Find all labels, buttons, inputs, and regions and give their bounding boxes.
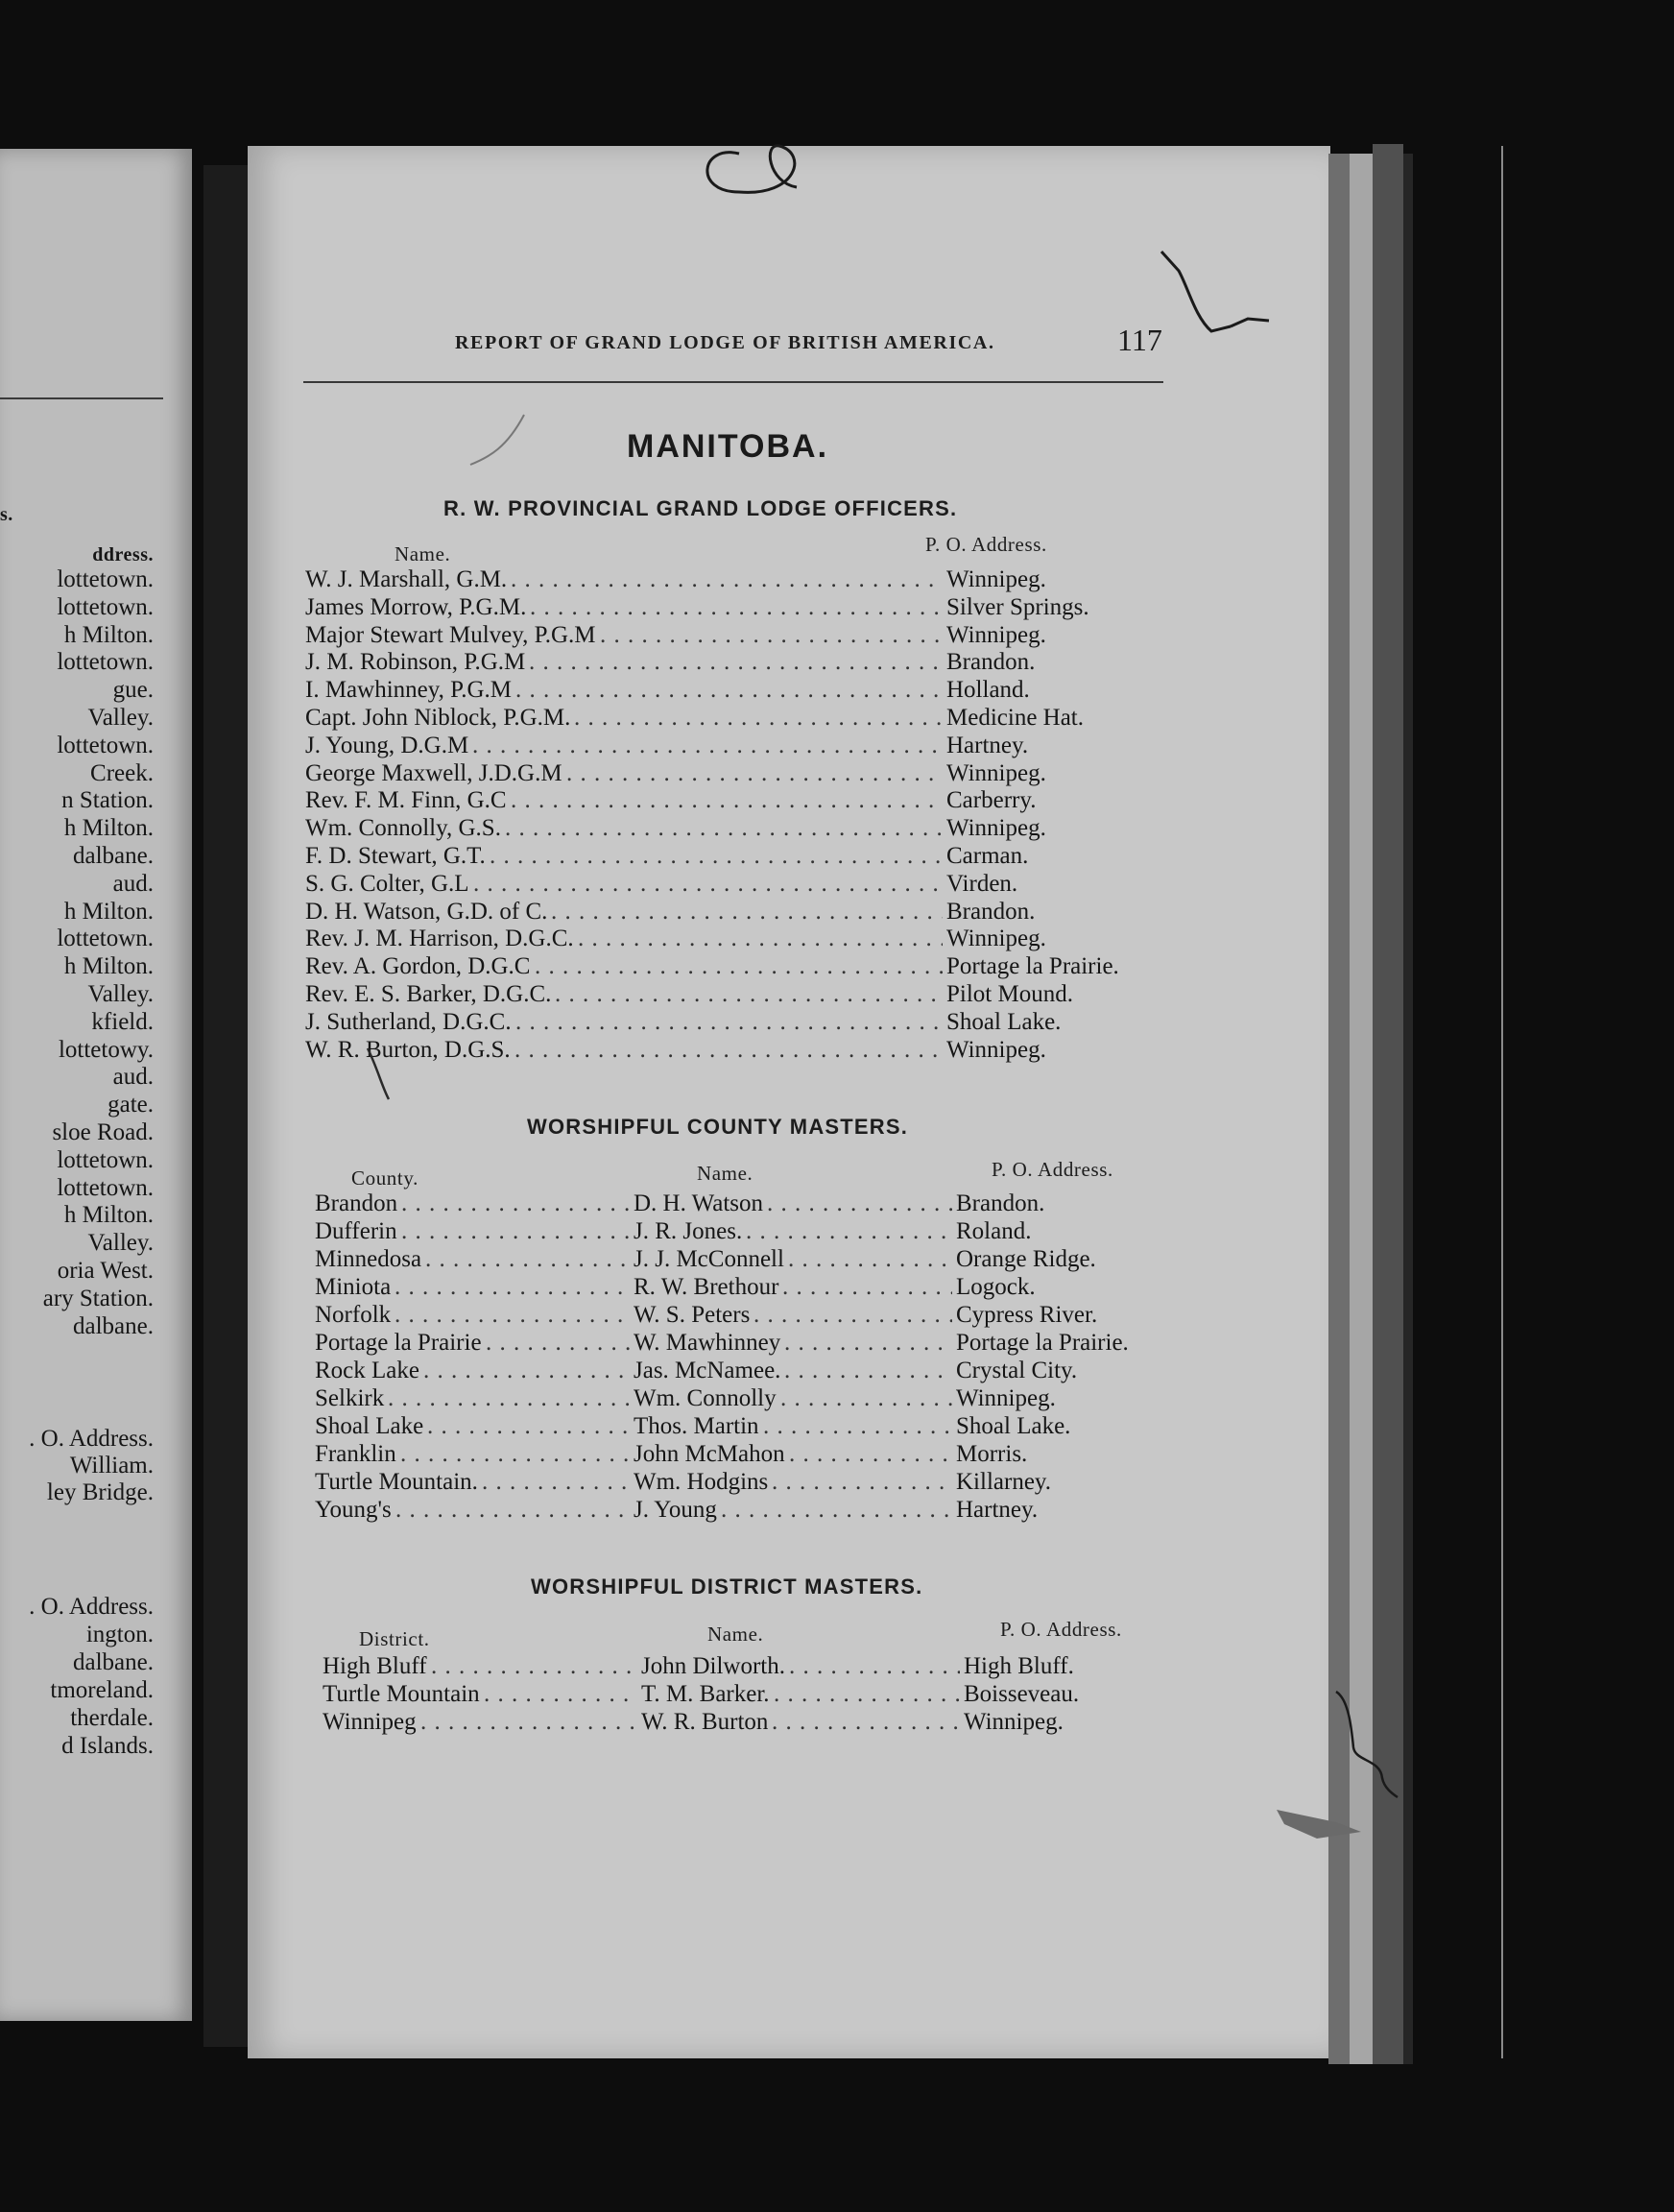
county-address: Orange Ridge. bbox=[956, 1246, 1096, 1272]
left-page-line: Creek. bbox=[90, 759, 154, 786]
left-page-line: dalbane. bbox=[73, 1312, 154, 1339]
officer-address: Shoal Lake. bbox=[946, 1008, 1062, 1035]
county-address: Hartney. bbox=[956, 1497, 1039, 1523]
county-address: Logock. bbox=[956, 1274, 1036, 1300]
county-master-name: Thos. Martin bbox=[634, 1413, 759, 1439]
officer-name: J. M. Robinson, P.G.M bbox=[305, 649, 526, 676]
left-page-line: lottetown. bbox=[57, 593, 154, 620]
county-address: Morris. bbox=[956, 1441, 1028, 1467]
left-page-line: d Islands. bbox=[61, 1733, 154, 1759]
officer-name: W. R. Burton, D.G.S. bbox=[305, 1036, 511, 1063]
county-address: Roland. bbox=[956, 1218, 1032, 1244]
officer-address: Silver Springs. bbox=[946, 593, 1089, 620]
officer-address: Winnipeg. bbox=[946, 566, 1046, 592]
officer-name: Wm. Connolly, G.S. bbox=[305, 815, 501, 842]
officer-name: F. D. Stewart, G.T. bbox=[305, 843, 486, 869]
left-page-line: gate. bbox=[108, 1092, 154, 1118]
officer-address: Hartney. bbox=[946, 732, 1029, 758]
district-address: High Bluff. bbox=[964, 1653, 1074, 1679]
county-master-name: W. S. Peters bbox=[634, 1302, 751, 1328]
ink-loop-mark bbox=[707, 146, 797, 193]
county-master-name: J. Young bbox=[634, 1497, 717, 1523]
county-name: Norfolk bbox=[315, 1302, 392, 1328]
officer-name: Rev. F. M. Finn, G.C bbox=[305, 787, 507, 814]
county-master-name: John McMahon bbox=[634, 1441, 785, 1467]
left-page-line: ley Bridge. bbox=[46, 1479, 154, 1505]
district-name: Turtle Mountain bbox=[323, 1681, 480, 1707]
county-master-name: Wm. Hodgins bbox=[634, 1469, 769, 1495]
left-page-line: h Milton. bbox=[63, 898, 154, 925]
left-page-line: oria West. bbox=[57, 1258, 154, 1284]
officer-address: Carman. bbox=[946, 843, 1029, 869]
left-page-line: Valley. bbox=[87, 981, 154, 1007]
county-name: Shoal Lake bbox=[315, 1413, 424, 1439]
officer-address: Brandon. bbox=[946, 649, 1036, 676]
officer-address: Carberry. bbox=[946, 787, 1037, 814]
county-master-name: Wm. Connolly bbox=[634, 1385, 777, 1411]
county-master-name: J. J. McConnell bbox=[634, 1246, 784, 1272]
left-page-line: lottetown. bbox=[57, 649, 154, 676]
district-master-name: John Dilworth. bbox=[641, 1653, 785, 1679]
county-address: Killarney. bbox=[956, 1469, 1052, 1495]
left-page-line: n Station. bbox=[61, 787, 154, 814]
left-page-line: lottetown. bbox=[57, 566, 154, 592]
county-master-name: R. W. Brethour bbox=[634, 1274, 779, 1300]
left-page-line: h Milton. bbox=[63, 953, 154, 980]
officer-name: Rev. E. S. Barker, D.G.C. bbox=[305, 981, 552, 1007]
left-page-line: gue. bbox=[112, 677, 154, 704]
officer-address: Holland. bbox=[946, 677, 1030, 704]
left-page-line: sloe Road. bbox=[52, 1119, 154, 1145]
district-col-address: P. O. Address. bbox=[1000, 1618, 1122, 1641]
county-address: Portage la Prairie. bbox=[956, 1330, 1129, 1356]
district-master-name: W. R. Burton bbox=[641, 1709, 769, 1735]
officers-col-address: P. O. Address. bbox=[925, 533, 1047, 556]
county-name: Portage la Prairie bbox=[315, 1330, 482, 1356]
county-address: Winnipeg. bbox=[956, 1385, 1056, 1411]
left-page-line: h Milton. bbox=[63, 621, 154, 648]
officers-heading: R. W. PROVINCIAL GRAND LODGE OFFICERS. bbox=[443, 496, 958, 520]
officer-address: Virden. bbox=[946, 870, 1018, 897]
left-page-line: dalbane. bbox=[73, 1649, 154, 1675]
officer-name: D. H. Watson, G.D. of C. bbox=[305, 898, 548, 925]
left-page-line: tmoreland. bbox=[50, 1677, 154, 1703]
district-masters-heading: WORSHIPFUL DISTRICT MASTERS. bbox=[531, 1575, 923, 1599]
county-col-name: Name. bbox=[697, 1162, 753, 1185]
officer-name: W. J. Marshall, G.M. bbox=[305, 566, 508, 592]
officer-name: Capt. John Niblock, P.G.M. bbox=[305, 705, 571, 731]
left-page-line: h Milton. bbox=[63, 815, 154, 842]
district-master-name: T. M. Barker. bbox=[641, 1681, 770, 1707]
left-page-line: aud. bbox=[112, 870, 154, 897]
left-page-line: William. bbox=[69, 1453, 154, 1479]
officer-name: Rev. J. M. Harrison, D.G.C. bbox=[305, 926, 574, 952]
county-address: Shoal Lake. bbox=[956, 1413, 1071, 1439]
left-page-line: ary Station. bbox=[42, 1285, 154, 1311]
officer-name: I. Mawhinney, P.G.M bbox=[305, 677, 513, 704]
ink-squiggle-mark bbox=[1336, 1692, 1398, 1797]
officer-address: Pilot Mound. bbox=[946, 981, 1073, 1007]
left-page-line: dalbane. bbox=[73, 843, 154, 869]
officer-address: Winnipeg. bbox=[946, 926, 1046, 952]
county-address: Cypress River. bbox=[956, 1302, 1098, 1328]
left-page-line: therdale. bbox=[70, 1705, 154, 1731]
officer-address: Winnipeg. bbox=[946, 759, 1046, 786]
officer-address: Portage la Prairie. bbox=[946, 953, 1119, 980]
officer-name: James Morrow, P.G.M. bbox=[305, 593, 527, 620]
left-page-line: lottetown. bbox=[57, 732, 154, 758]
officer-name: Major Stewart Mulvey, P.G.M bbox=[305, 621, 596, 648]
left-page-line: lottetown. bbox=[57, 1174, 154, 1201]
district-address: Boisseveau. bbox=[964, 1681, 1080, 1707]
officer-address: Medicine Hat. bbox=[946, 705, 1085, 731]
county-name: Turtle Mountain. bbox=[315, 1469, 478, 1495]
county-name: Young's bbox=[315, 1497, 392, 1523]
district-address: Winnipeg. bbox=[964, 1709, 1064, 1735]
officer-address: Winnipeg. bbox=[946, 1036, 1046, 1063]
district-col-district: District. bbox=[359, 1627, 430, 1650]
pencil-stroke bbox=[368, 1048, 389, 1099]
officer-name: S. G. Colter, G.L bbox=[305, 870, 469, 897]
county-name: Brandon bbox=[315, 1190, 398, 1216]
officer-name: Rev. A. Gordon, D.G.C bbox=[305, 953, 531, 980]
county-master-name: J. R. Jones. bbox=[634, 1218, 743, 1244]
left-page-line: . O. Address. bbox=[29, 1594, 154, 1620]
officer-name: J. Young, D.G.M bbox=[305, 732, 469, 758]
tab-smudge bbox=[1277, 1810, 1361, 1839]
county-name: Rock Lake bbox=[315, 1358, 419, 1383]
county-name: Minnedosa bbox=[315, 1246, 422, 1272]
county-master-name: W. Mawhinney bbox=[634, 1330, 781, 1356]
district-name: Winnipeg bbox=[323, 1709, 417, 1735]
county-masters-heading: WORSHIPFUL COUNTY MASTERS. bbox=[527, 1115, 909, 1139]
county-address: Crystal City. bbox=[956, 1358, 1078, 1383]
left-page-line: aud. bbox=[112, 1064, 154, 1091]
left-page-line: ington. bbox=[85, 1622, 154, 1647]
left-page-line: kfield. bbox=[91, 1008, 154, 1035]
county-name: Selkirk bbox=[315, 1385, 385, 1411]
county-name: Dufferin bbox=[315, 1218, 397, 1244]
officer-name: J. Sutherland, D.G.C. bbox=[305, 1008, 512, 1035]
running-head: REPORT OF GRAND LODGE OF BRITISH AMERICA. bbox=[455, 332, 995, 353]
officer-address: Brandon. bbox=[946, 898, 1036, 925]
left-page-line: Valley. bbox=[87, 1230, 154, 1257]
page-number: 117 bbox=[1117, 323, 1162, 357]
pencil-stroke bbox=[470, 415, 524, 465]
left-page-line: lottetowy. bbox=[58, 1036, 154, 1063]
district-name: High Bluff bbox=[323, 1653, 427, 1679]
officer-address: Winnipeg. bbox=[946, 621, 1046, 648]
left-page-line: h Milton. bbox=[63, 1202, 154, 1229]
officer-name: George Maxwell, J.D.G.M bbox=[305, 759, 562, 786]
left-page-line: Valley. bbox=[87, 705, 154, 731]
ink-check-mark bbox=[1161, 252, 1269, 331]
county-col-county: County. bbox=[351, 1166, 418, 1190]
left-page-heading: s. bbox=[0, 504, 13, 525]
left-page-column-head: ddress. bbox=[92, 544, 154, 565]
county-name: Miniota bbox=[315, 1274, 392, 1300]
county-col-address: P. O. Address. bbox=[992, 1158, 1113, 1181]
left-page-line: lottetown. bbox=[57, 1146, 154, 1173]
district-col-name: Name. bbox=[707, 1623, 764, 1646]
officers-col-name: Name. bbox=[395, 542, 451, 565]
officer-address: Winnipeg. bbox=[946, 815, 1046, 842]
county-name: Franklin bbox=[315, 1441, 396, 1467]
left-page-line: . O. Address. bbox=[29, 1426, 154, 1452]
county-address: Brandon. bbox=[956, 1190, 1045, 1216]
left-page-line: lottetown. bbox=[57, 926, 154, 952]
county-master-name: D. H. Watson bbox=[634, 1190, 764, 1216]
page-title: MANITOBA. bbox=[627, 428, 829, 465]
county-master-name: Jas. McNamee. bbox=[634, 1358, 781, 1383]
